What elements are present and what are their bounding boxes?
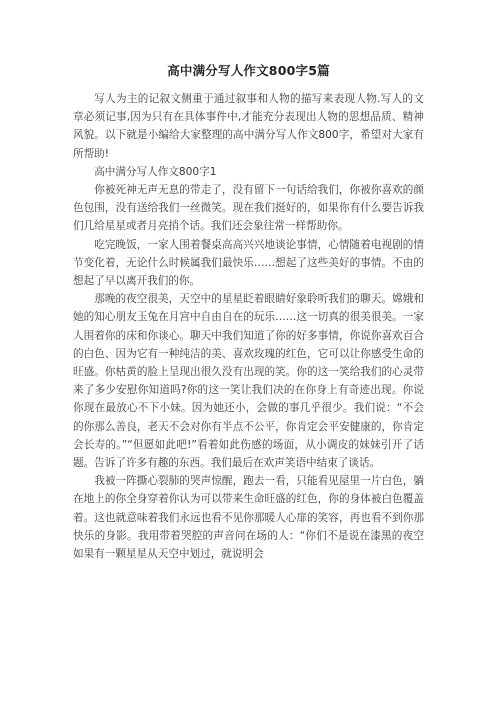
paragraph-4: 我被一阵撕心裂肺的哭声惊醒，跑去一看，只能看见屋里一片白色，躺在地上的你全身穿着你认为可以带来生命旺盛的红色，你的身体被白色覆盖着。这也就意味着我们永远也看不见你那暖人心扉的笑容，再也看不到你那快乐的身影。我用带着哭腔的声音问在场的人：“你们不是说在漆黑的夜空如果有一颗星星从天空中划过，就说明会 — [73, 475, 424, 561]
paragraph-2: 吃完晚饭，一家人围着餐桌高高兴兴地谈论事情，心情随着电视剧的情节变化着，无论什么时候属我们最快乐……想起了这些美好的事情。不由的想起了早以离开我们的你。 — [73, 238, 424, 288]
paragraph-3: 那晚的夜空很美，天空中的星星眨着眼睛好象聆听我们的聊天。嫦娥和她的知心朋友玉兔在月宫中自由自在的玩乐……这一切真的很美很美。一家人围着你的床和你谈心。聊天中我们知道了你的好多事情，你说你喜欢百合的白色、因为它有一种纯洁的美、喜欢玫瑰的红色，它可以让你感受生命的旺盛。你枯黄的脸上呈现出很久没有出现的笑。你的这一笑给我们的心灵带来了多少安慰你知道吗?你的这一笑让我们决的在你身上有奇迹出现。你说你现在最放心不下小妹。因为她还小，会做的事几乎很少。我们说：“不会的你那么善良，老天不会对你有半点不公平，你肯定会平安健康的，你肯定会长寿的。”“但愿如此吧!”看着如此伤感的场面，从小调皮的妹妹引开了话题。告诉了许多有趣的东西。我们最后在欢声笑语中结束了谈话。 — [73, 293, 424, 470]
section-heading: 高中满分写人作文800字1 — [94, 165, 217, 178]
paragraph-intro: 写人为主的记叙文侧重于通过叙事和人物的描写来表现人物.写人的文章必须记事,因为只有在具体事件中,才能充分表现出人物的思想品质、精神风貌。以下就是小编给大家整理的高中满分写人作文800字，希望对大家有所帮助! — [73, 93, 424, 160]
paragraph-1: 你被死神无声无息的带走了，没有留下一句话给我们，你被你喜欢的颜色包围，没有送给我们一丝微笑。现在我们挺好的，如果你有什么要告诉我们几给星星或者月亮捎个话。我们还会象往常一样帮助你。 — [73, 184, 424, 233]
document-title: 高中满分写人作文800字5篇 — [167, 63, 330, 78]
